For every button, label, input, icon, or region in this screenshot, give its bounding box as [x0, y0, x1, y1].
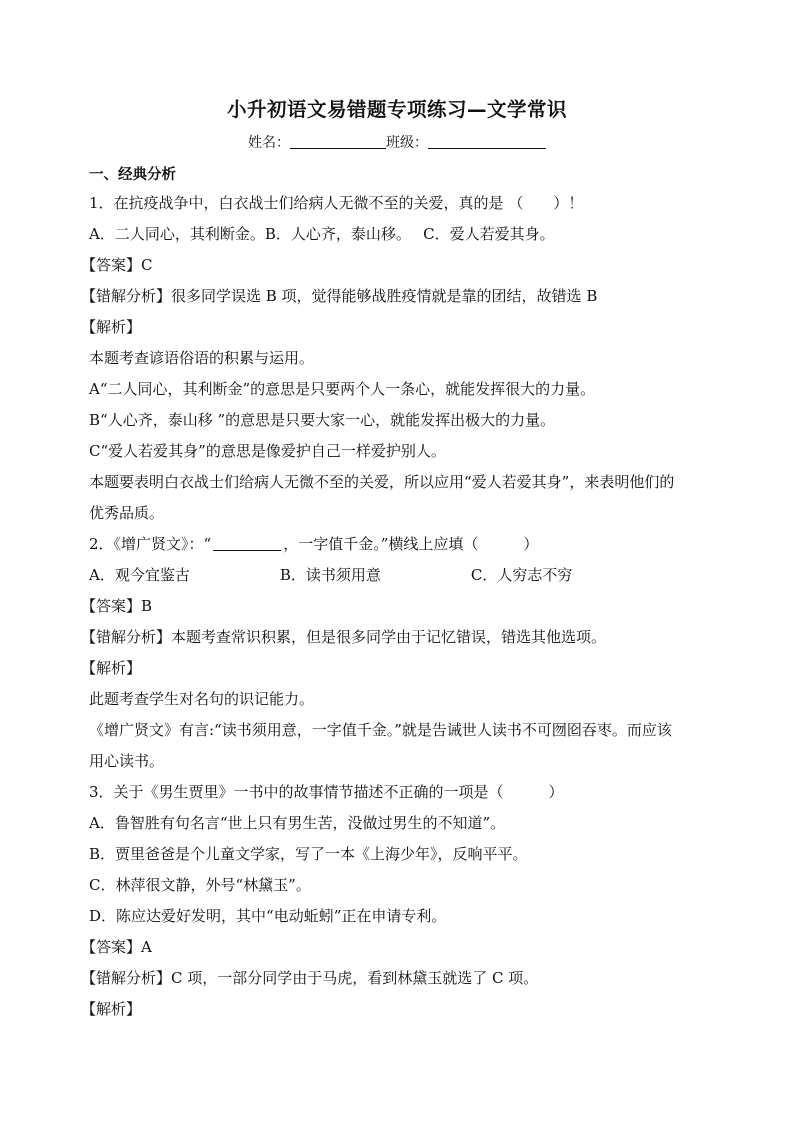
q2-analysis-label: 【解析】	[81, 659, 142, 677]
q1-analysis-line: C“爱人若爱其身”的意思是像爱护自己一样爱护别人。	[89, 442, 446, 460]
q3-option-d: D．陈应达爱好发明，其中“电动蚯蚓”正在申请专利。	[89, 907, 447, 925]
q2-analysis-line: 《增广贤文》有言:“读书须用意，一字值千金。”就是告诫世人读书不可囫囵吞枣。而应该	[89, 721, 672, 739]
q2-options	[89, 560, 717, 591]
q1-analysis-line: A“二人同心，其利断金”的意思是只要两个人一条心，就能发挥很大的力量。	[89, 380, 596, 398]
q2-error-analysis	[81, 622, 717, 653]
q2-fill-blank	[213, 534, 281, 551]
class-label: 班级：	[386, 135, 428, 151]
q2-option-b: B．读书须用意	[279, 566, 381, 584]
q2-stem	[89, 529, 717, 560]
q3-option-c: C．林萍很文静，外号“林黛玉”。	[89, 876, 311, 894]
name-blank[interactable]	[290, 134, 386, 149]
q3-option-a: A．鲁智胜有句名言“世上只有男生苦，没做过男生的不知道”。	[89, 814, 506, 832]
q3-answer	[81, 932, 717, 963]
name-class-row	[0, 132, 794, 152]
q1-stem: 1．在抗疫战争中，白衣战士们给病人无微不至的关爱，真的是 （ ）！	[89, 194, 584, 212]
q3-stem: 3．关于《男生贾里》一书中的故事情节描述不正确的一项是（ ）	[89, 783, 564, 801]
q3-analysis-tag	[81, 994, 717, 1025]
q1-options: A．二人同心，其利断金。B．人心齐，泰山移。 C．爱人若爱其身。	[89, 225, 555, 243]
q1-analysis-line: 优秀品质。	[89, 504, 165, 522]
q2-analysis-line: 此题考查学生对名句的识记能力。	[89, 690, 315, 708]
q1-analysis-line: B“人心齐，泰山移 ”的意思是只要大家一心，就能发挥出极大的力量。	[89, 411, 556, 429]
q2-answer-text: 【答案】B	[81, 597, 153, 615]
q2-option-c: C．人穷志不穷	[470, 566, 573, 584]
q2-option-a: A．观今宜鉴古	[89, 566, 190, 584]
q2-answer	[81, 591, 717, 622]
q2-analysis-line: 用心读书。	[89, 752, 165, 770]
name-label: 姓名：	[248, 135, 290, 151]
q1-answer-text: 【答案】C	[81, 256, 153, 274]
q1-analysis-label: 【解析】	[81, 318, 142, 336]
q2-stem-pre: 2．《增广贤文》：“	[89, 535, 212, 553]
section-heading: 一、经典分析	[89, 167, 176, 183]
q1-analysis-tag	[81, 312, 717, 343]
q1-analysis-line: 本题考查谚语俗语的积累与运用。	[89, 349, 315, 367]
q1-analysis-line: 本题要表明白衣战士们给病人无微不至的关爱，所以应用“爱人若爱其身”，来表明他们的	[89, 473, 675, 491]
class-blank[interactable]	[428, 134, 546, 149]
q2-stem-post: ，一字值千金。”横线上应填（ ）	[283, 535, 539, 553]
q3-analysis-label: 【解析】	[81, 1000, 142, 1018]
q1-error-text: 【错解分析】很多同学误选 B 项，觉得能够战胜疫情就是靠的团结，故错选 B	[81, 287, 598, 305]
q3-answer-text: 【答案】A	[81, 938, 152, 956]
content	[81, 163, 717, 1025]
q1-error-analysis	[81, 281, 717, 312]
q2-analysis-tag	[81, 653, 717, 684]
page-title: 小升初语文易错题专项练习—文学常识	[226, 98, 567, 121]
q3-option-b: B．贾里爸爸是个儿童文学家，写了一本《上海少年》，反响平平。	[89, 845, 528, 863]
q1-answer	[81, 250, 717, 281]
q3-error-text: 【错解分析】C 项，一部分同学由于马虎，看到林黛玉就选了 C 项。	[81, 969, 539, 987]
q2-error-text: 【错解分析】本题考查常识积累，但是很多同学由于记忆错误，错选其他选项。	[81, 628, 607, 646]
q3-error-analysis	[81, 963, 717, 994]
